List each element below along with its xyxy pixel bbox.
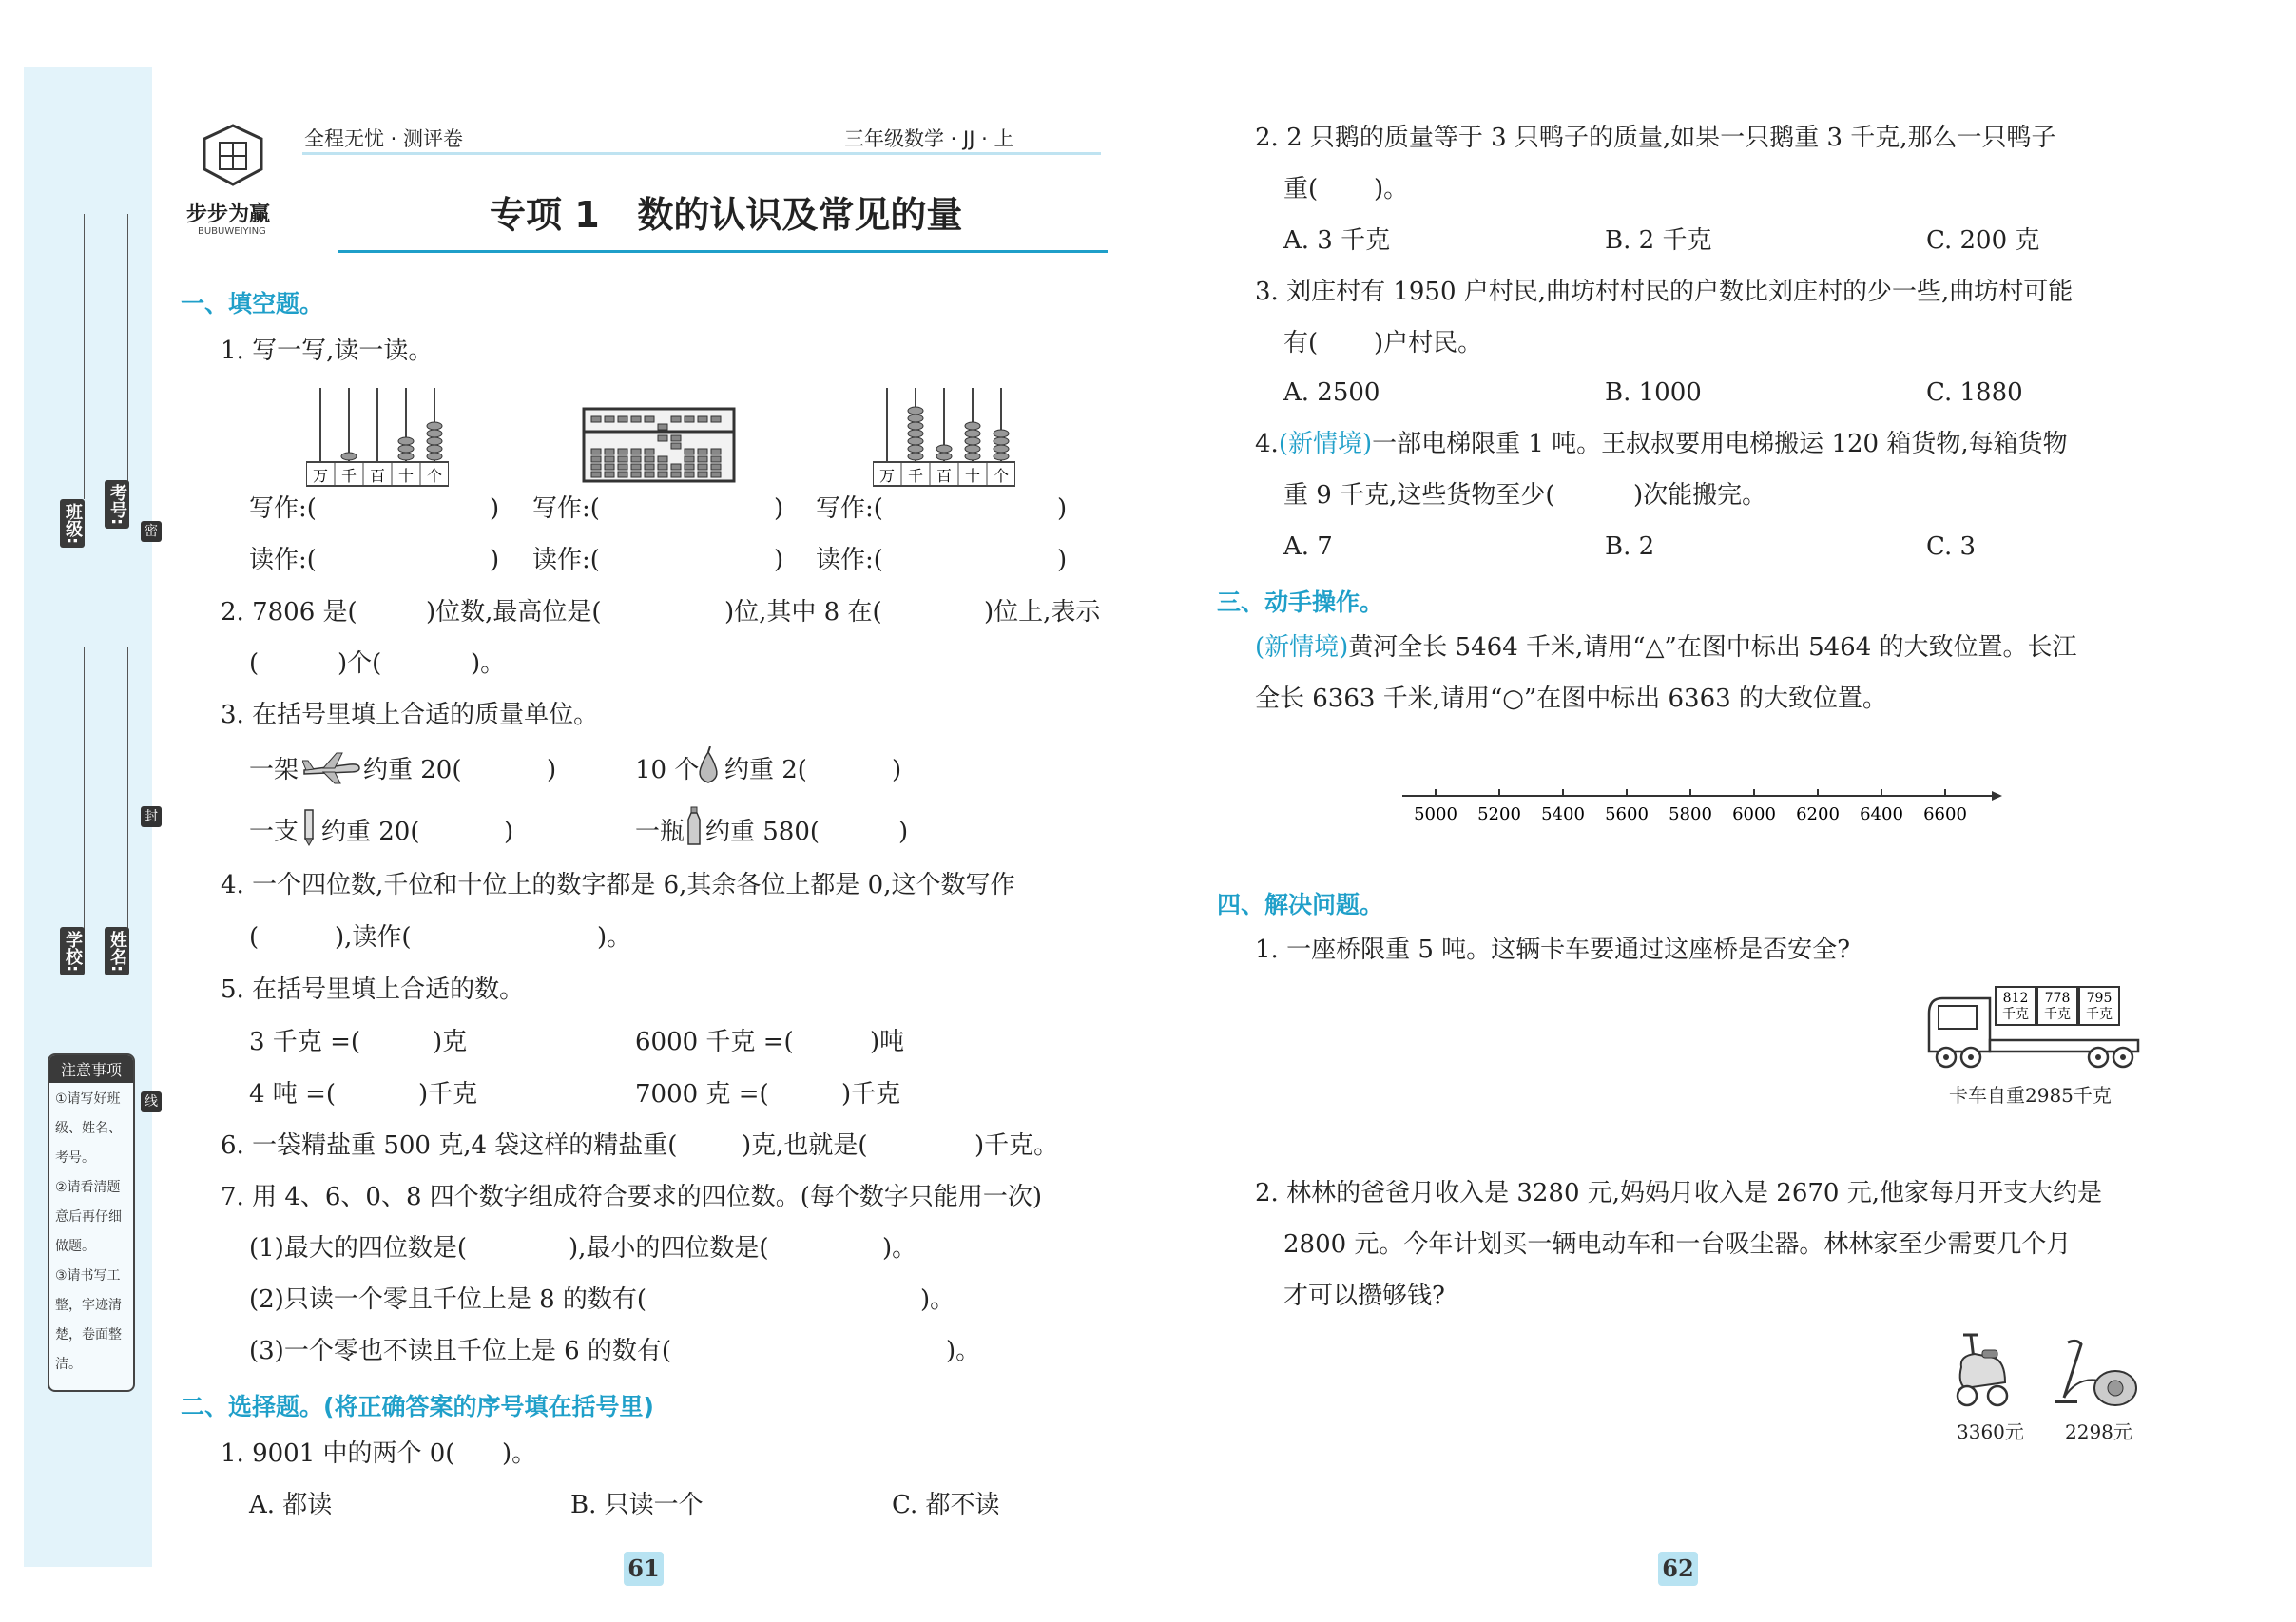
q7-1-c: )。 [882,1234,917,1263]
school-line [84,647,85,932]
page-title [490,185,962,238]
axis-tick-label: 5400 [1541,804,1585,824]
q7-1-a: (1)最大的四位数是( [249,1234,467,1263]
seal-mark-feng: 封 [141,806,162,827]
axis-tick-label: 6000 [1732,804,1776,824]
title-text: 数的认识及常见的量 [637,194,963,236]
q3-item-3-suffix: 约重 20( [321,818,420,846]
c3-option-b: B. 1000 [1605,378,1702,407]
write-label-3: 写作:( [816,494,883,523]
close-paren: ) [504,818,514,846]
note-item: ②请看清题意后再仔细做题。 [55,1180,122,1254]
q3-item-3-prefix: 一支 [249,818,299,846]
c3-part-c: )户村民。 [1374,329,1483,357]
q3-item-4-prefix: 一瓶 [635,818,685,846]
close-paren: ) [898,818,909,846]
c4-part-b: 重 9 千克,这些货物至少( [1283,481,1555,510]
note-item: ③请书写工整，字迹清楚，卷面整洁。 [55,1268,122,1372]
s3-text [1255,635,2077,660]
pencil-icon [300,808,318,850]
close-paren: ) [547,756,557,784]
notes-title: 注意事项 [49,1055,133,1083]
truck-load-unit: 千克 [2086,1007,2113,1022]
logo-text: 步步为赢 [186,203,271,226]
read-label-2: 读作:( [532,546,600,574]
truck-caption: 卡车自重2985千克 [1949,1084,2112,1107]
c2-part-c: )。 [1374,175,1409,203]
section-2-heading: 二、选择题。 [181,1393,324,1420]
abacus-col-label: 千 [340,467,357,485]
c3-option-c: C. 1880 [1926,378,2023,407]
q3-item-4-suffix: 约重 580( [705,818,820,846]
s3-tag: (新情境) [1255,633,1349,662]
close-paren: ) [1057,494,1068,523]
axis-tick-label: 6400 [1860,804,1903,824]
q5-item-2-a: 6000 千克 =( [635,1028,794,1056]
c4-body: 一部电梯限重 1 吨。王叔叔要用电梯搬运 120 箱货物,每箱货物 [1372,430,2068,458]
c3-option-a: A. 2500 [1283,378,1380,407]
abacus-col-label: 十 [964,467,981,485]
q5-text: 5. 在括号里填上合适的数。 [221,975,525,1004]
c1-option-c: C. 都不读 [892,1491,1000,1519]
counting-frame-2 [873,388,1015,492]
p1-text: 1. 一座桥限重 5 吨。这辆卡车要通过这座桥是否安全? [1255,936,1851,964]
axis-tick-label: 6200 [1796,804,1840,824]
class-label: 班级: [60,499,85,548]
truck-load-unit: 千克 [2044,1007,2071,1022]
note-item: ①请写好班级、姓名、考号。 [55,1091,122,1166]
logo-subtext: BUBUWEIYING [198,226,266,237]
q2-part-b: )位数,最高位是( [426,598,602,627]
truck-load-unit: 千克 [2002,1007,2029,1022]
q7-text: 7. 用 4、6、0、8 四个数字组成符合要求的四位数。(每个数字只能用一次) [221,1183,1043,1211]
c3-part-b: 有( [1283,329,1319,357]
exam-no-line [127,214,128,499]
header-left: 全程无忧 · 测评卷 [304,127,464,150]
q5-item-1-a: 3 千克 =( [249,1028,361,1056]
s3-text-2: 全长 6363 千米,请用“○”在图中标出 6363 的大致位置。 [1255,685,1887,713]
abacus-col-label: 千 [907,467,924,485]
bottle-icon [685,806,704,850]
q3-item-1-prefix: 一架 [249,756,299,784]
c3-text: 3. 刘庄村有 1950 户村民,曲坊村村民的户数比刘庄村的少一些,曲坊村可能 [1255,278,2074,306]
header-rule [302,152,1101,155]
c2-option-c: C. 200 克 [1926,226,2040,255]
q6-part-c: )千克。 [974,1131,1059,1160]
page-number-right: 62 [1658,1552,1698,1586]
q2-part-c: )位,其中 8 在( [724,598,882,627]
read-label-1: 读作:( [249,546,317,574]
c2-text: 2. 2 只鹅的质量等于 3 只鸭子的质量,如果一只鹅重 3 千克,那么一只鸭子 [1255,124,2056,152]
q2-part-e: ( [249,649,260,678]
header-right: 三年级数学 · JJ · 上 [844,127,1014,150]
q7-1-b: ),最小的四位数是( [569,1234,769,1263]
q7-3-b: )。 [946,1337,981,1365]
read-label-3: 读作:( [816,546,883,574]
abacus-col-label: 十 [397,467,415,485]
truck-load-num: 812 [2002,991,2029,1006]
abacus-col-label: 万 [878,467,896,485]
logo-icon [195,122,271,188]
q3-item-2-prefix: 10 个 [635,756,700,784]
close-paren: ) [490,546,500,574]
name-label: 姓名: [105,927,129,975]
q5-item-1-b: )克 [433,1028,468,1056]
q5-item-3-b: )千克 [418,1080,478,1109]
q7-2-a: (2)只读一个零且千位上是 8 的数有( [249,1285,647,1314]
abacus-col-label: 个 [993,467,1010,485]
axis-tick-label: 5000 [1414,804,1457,824]
q3-item-2-suffix: 约重 2( [724,756,807,784]
c4-part-c: )次能搬完。 [1633,481,1767,510]
section-2-note: (将正确答案的序号填在括号里) [323,1393,654,1420]
q4-part-d: )。 [597,923,632,952]
pear-icon [694,746,723,788]
title-number: 专项 1 [490,194,600,236]
c1-close: )。 [502,1439,537,1468]
title-rule [338,250,1108,253]
write-label-1: 写作:( [249,494,317,523]
s3-body: 黄河全长 5464 千米,请用“△”在图中标出 5464 的大致位置。长江 [1348,633,2077,662]
c1-option-a: A. 都读 [249,1491,333,1519]
suanpan-abacus [582,407,736,487]
q3-item-1-suffix: 约重 20( [363,756,462,784]
q7-3-a: (3)一个零也不读且千位上是 6 的数有( [249,1337,672,1365]
q2-part-f: )个( [338,649,382,678]
close-paren: ) [774,546,784,574]
p2-text: 2. 林林的爸爸月收入是 3280 元,妈妈月收入是 2670 元,他家每月开支大约是 [1255,1179,2102,1207]
notes-box [48,1053,135,1392]
name-line [127,647,128,932]
p2-text-3: 才可以攒够钱? [1283,1282,1445,1310]
c4-option-c: C. 3 [1926,532,1977,561]
c4-text [1255,432,2068,456]
q6-part-b: )克,也就是( [742,1131,868,1160]
q6-part-a: 6. 一袋精盐重 500 克,4 袋这样的精盐重( [221,1131,678,1160]
page-number-left: 61 [624,1552,664,1586]
close-paren: ) [1057,546,1068,574]
axis-tick-label: 5200 [1477,804,1521,824]
close-paren: ) [774,494,784,523]
seal-mark-xian: 线 [141,1091,162,1112]
section-2-title [181,1388,654,1422]
close-paren: ) [490,494,500,523]
q4-part-b: ( [249,923,260,952]
c4-option-b: B. 2 [1605,532,1655,561]
q5-item-2-b: )吨 [870,1028,905,1056]
abacus-col-label: 百 [936,467,953,485]
axis-tick-label: 5800 [1669,804,1712,824]
q2-part-a: 2. 7806 是( [221,598,357,627]
close-paren: ) [892,756,902,784]
q2-part-g: )。 [471,649,506,678]
c1-option-b: B. 只读一个 [570,1491,704,1519]
p2-text-2: 2800 元。今年计划买一辆电动车和一台吸尘器。林林家至少需要几个月 [1283,1230,2072,1259]
c4-number: 4. [1255,430,1279,458]
counting-frame-1 [306,388,449,492]
section-1-title: 一、填空题。 [181,290,324,318]
q5-item-3-a: 4 吨 =( [249,1080,337,1109]
q3-text: 3. 在括号里填上合适的质量单位。 [221,701,599,729]
seal-mark-mi: 密 [141,521,162,542]
c4-option-a: A. 7 [1283,532,1333,561]
school-label: 学校: [60,927,85,975]
scooter-price: 3360元 [1957,1420,2024,1443]
q4-part-c: ),读作( [335,923,412,952]
abacus-col-label: 个 [426,467,443,485]
q1-text: 1. 写一写,读一读。 [221,337,434,365]
abacus-col-label: 百 [369,467,386,485]
q2-part-d: )位上,表示 [984,598,1101,627]
axis-tick-label: 6600 [1923,804,1967,824]
q4-text: 4. 一个四位数,千位和十位上的数字都是 6,其余各位上都是 0,这个数写作 [221,871,1015,899]
exam-no-label: 考号: [105,480,129,529]
c1-text: 1. 9001 中的两个 0( [221,1439,455,1468]
truck-load-num: 778 [2044,991,2071,1006]
scooter-icon [1954,1329,2011,1415]
q5-item-4-b: )千克 [841,1080,901,1109]
vacuum-price: 2298元 [2065,1420,2132,1443]
c2-option-b: B. 2 千克 [1605,226,1712,255]
c4-tag: (新情境) [1278,430,1373,458]
c2-option-a: A. 3 千克 [1283,226,1391,255]
number-line [1398,782,2006,833]
c2-part-b: 重( [1283,175,1319,203]
q5-item-4-a: 7000 克 =( [635,1080,769,1109]
q7-2-b: )。 [920,1285,955,1314]
vacuum-icon [2049,1339,2140,1415]
airplane-icon [302,751,361,789]
section-4-title: 四、解决问题。 [1217,891,1384,918]
write-label-2: 写作:( [532,494,600,523]
truck-icon [1925,985,2144,1074]
abacus-col-label: 万 [312,467,329,485]
truck-load-num: 795 [2086,991,2113,1006]
axis-tick-label: 5600 [1605,804,1649,824]
section-3-title: 三、动手操作。 [1217,589,1384,616]
class-line [84,214,85,499]
